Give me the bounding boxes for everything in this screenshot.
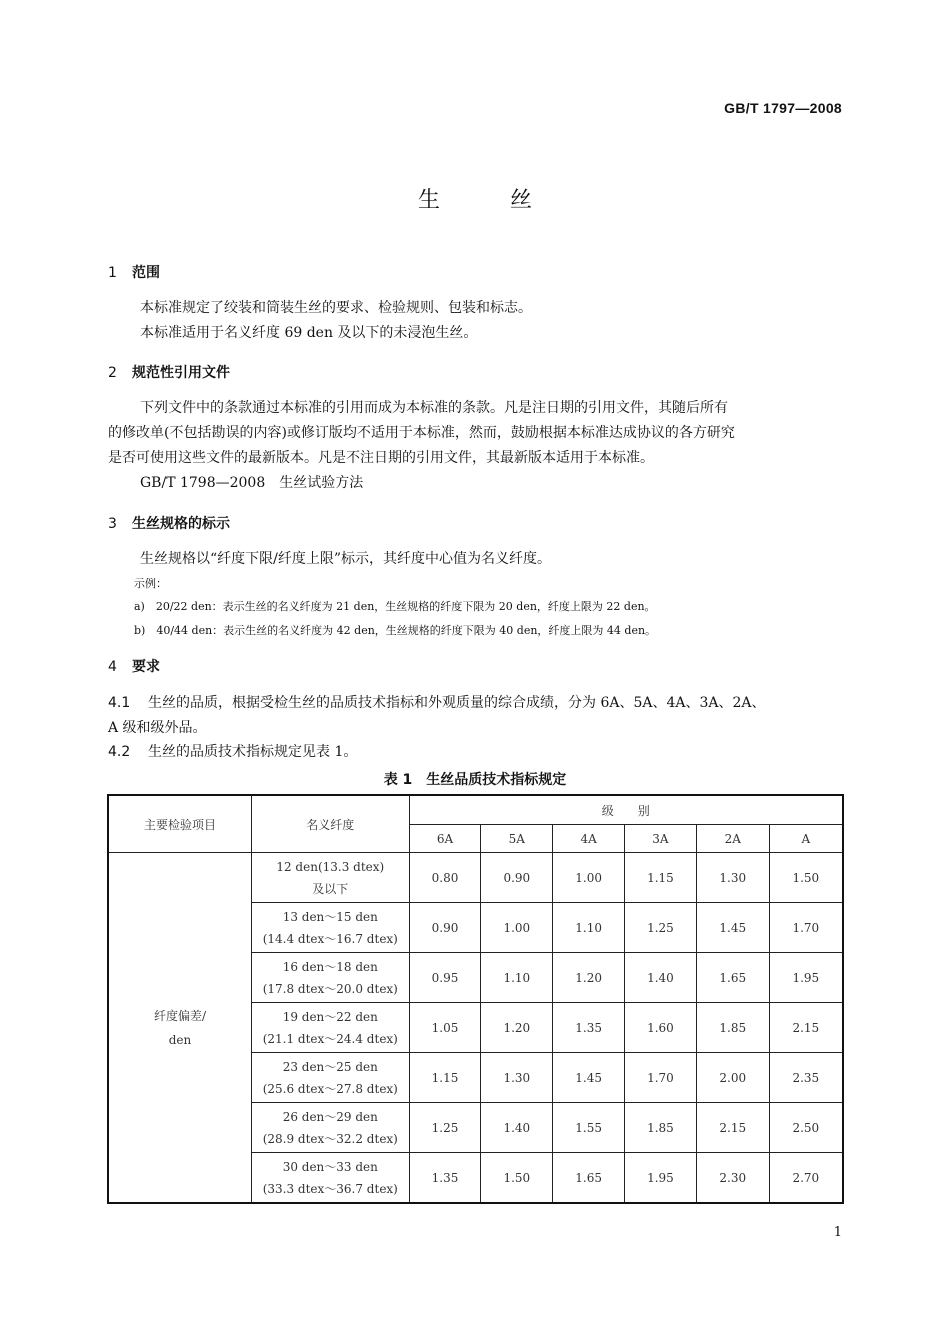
standard-code: GB/T 1797—2008 [724,100,842,116]
title-char-1: 生 [417,188,440,213]
size-line: (25.6 dtex～27.8 dtex) [262,1081,398,1096]
size-cell [252,953,410,1003]
value-cell: 1.95 [625,1153,697,1204]
value-cell: 1.00 [553,853,625,903]
value-cell: 1.65 [696,953,769,1003]
value-cell: 1.35 [409,1153,481,1204]
page-number: 1 [833,1225,842,1240]
value-cell: 1.15 [409,1053,481,1103]
value-cell: 0.95 [409,953,481,1003]
value-cell: 2.50 [769,1103,843,1153]
value-cell: 1.15 [625,853,697,903]
item-label-line-2: den [168,1032,192,1047]
size-line: 26 den～29 den [282,1109,378,1124]
section-2-para-line-1: 下列文件中的条款通过本标准的引用而成为本标准的条款。凡是注日期的引用文件，其随后所有 [140,400,728,416]
value-cell: 2.15 [696,1103,769,1153]
header-item: 主要检验项目 [108,795,252,853]
section-1-heading [108,262,160,282]
value-cell: 0.80 [409,853,481,903]
value-cell: 2.70 [769,1153,843,1204]
grade-header: 6A [409,825,481,853]
value-cell: 1.35 [553,1003,625,1053]
size-line: 19 den～22 den [282,1009,378,1024]
section-number: 1 [108,265,117,281]
value-cell: 1.10 [553,903,625,953]
size-line: 及以下 [312,881,349,896]
grade-header: 3A [625,825,697,853]
table-row [108,853,843,903]
size-line: (14.4 dtex～16.7 dtex) [262,931,398,946]
size-line: (28.9 dtex～32.2 dtex) [262,1131,398,1146]
normative-reference: GB/T 1798—2008 生丝试验方法 [140,475,364,491]
item-label-line-1: 纤度偏差/ [153,1008,207,1023]
clause-number: 4.1 [108,695,131,711]
size-cell [252,1053,410,1103]
value-cell: 1.70 [769,903,843,953]
value-cell: 1.45 [696,903,769,953]
value-cell: 1.40 [481,1103,553,1153]
size-cell [252,1003,410,1053]
section-2-para-line-2: 的修改单(不包括勘误的内容)或修订版均不适用于本标准，然而，鼓励根据本标准达成协议的各方研究 [108,425,735,441]
section-3-para: 生丝规格以“纤度下限/纤度上限”标示，其纤度中心值为名义纤度。 [140,551,552,567]
value-cell: 1.05 [409,1003,481,1053]
value-cell: 2.00 [696,1053,769,1103]
size-line: (17.8 dtex～20.0 dtex) [262,981,398,996]
size-line: 23 den～25 den [282,1059,378,1074]
value-cell: 1.30 [481,1053,553,1103]
table-caption: 表 1 生丝品质技术指标规定 [383,772,567,788]
value-cell: 0.90 [481,853,553,903]
value-cell: 1.65 [553,1153,625,1204]
value-cell: 1.25 [625,903,697,953]
clause-4-1-line-1 [108,691,766,716]
clause-4-2 [108,740,357,765]
clause-4-1-line-2: A 级和级外品。 [108,720,207,736]
section-title: 要求 [132,659,160,675]
value-cell: 1.20 [553,953,625,1003]
clause-text: 生丝的品质技术指标规定见表 1。 [148,744,358,760]
value-cell: 1.70 [625,1053,697,1103]
value-cell: 1.85 [696,1003,769,1053]
value-cell: 1.10 [481,953,553,1003]
size-cell [252,1153,410,1204]
example-b: b) 40/44 den：表示生丝的名义纤度为 42 den，生丝规格的纤度下限为 40 den，纤度上限为 44 den。 [134,624,657,637]
value-cell: 2.30 [696,1153,769,1204]
section-number: 2 [108,365,117,381]
value-cell: 1.40 [625,953,697,1003]
section-3-heading [108,513,230,533]
item-cell [108,853,252,1204]
grade-header: 2A [696,825,769,853]
value-cell: 0.90 [409,903,481,953]
value-cell: 1.95 [769,953,843,1003]
grade-header: 5A [481,825,553,853]
size-line: (21.1 dtex～24.4 dtex) [262,1031,398,1046]
value-cell: 1.00 [481,903,553,953]
size-line: 30 den～33 den [282,1159,378,1174]
grade-header: 4A [553,825,625,853]
section-title: 生丝规格的标示 [132,516,230,532]
section-4-heading [108,656,160,676]
quality-spec-table [107,794,844,1204]
section-number: 4 [108,659,117,675]
size-cell [252,1103,410,1153]
size-line: 16 den～18 den [282,959,378,974]
value-cell: 1.20 [481,1003,553,1053]
clause-number: 4.2 [108,744,131,760]
value-cell: 2.15 [769,1003,843,1053]
size-cell [252,903,410,953]
section-title: 规范性引用文件 [132,365,230,381]
value-cell: 1.50 [769,853,843,903]
clause-text: 生丝的品质，根据受检生丝的品质技术指标和外观质量的综合成绩，分为 6A、5A、4A、3A、2A、 [148,695,766,711]
value-cell: 1.30 [696,853,769,903]
value-cell: 1.85 [625,1103,697,1153]
value-cell: 1.55 [553,1103,625,1153]
value-cell: 1.25 [409,1103,481,1153]
size-cell [252,853,410,903]
header-grade: 级 别 [409,795,843,825]
size-line: (33.3 dtex～36.7 dtex) [262,1181,398,1196]
value-cell: 1.45 [553,1053,625,1103]
section-1-para-2: 本标准适用于名义纤度 69 den 及以下的未浸泡生丝。 [140,325,478,341]
example-label: 示例： [134,577,167,590]
section-number: 3 [108,516,117,532]
example-a: a) 20/22 den：表示生丝的名义纤度为 21 den，生丝规格的纤度下限为 20 den，纤度上限为 22 den。 [134,600,656,613]
section-title: 范围 [132,265,160,281]
value-cell: 2.35 [769,1053,843,1103]
value-cell: 1.50 [481,1153,553,1204]
document-title [0,183,950,214]
size-line: 13 den～15 den [282,909,378,924]
value-cell: 1.60 [625,1003,697,1053]
section-2-para-line-3: 是否可使用这些文件的最新版本。凡是不注日期的引用文件，其最新版本适用于本标准。 [108,450,654,466]
section-1-para-1: 本标准规定了绞装和筒装生丝的要求、检验规则、包装和标志。 [140,300,532,316]
header-size: 名义纤度 [252,795,410,853]
size-line: 12 den(13.3 dtex) [276,859,385,874]
grade-header: A [769,825,843,853]
section-2-heading [108,362,230,382]
title-char-2: 丝 [510,188,533,213]
